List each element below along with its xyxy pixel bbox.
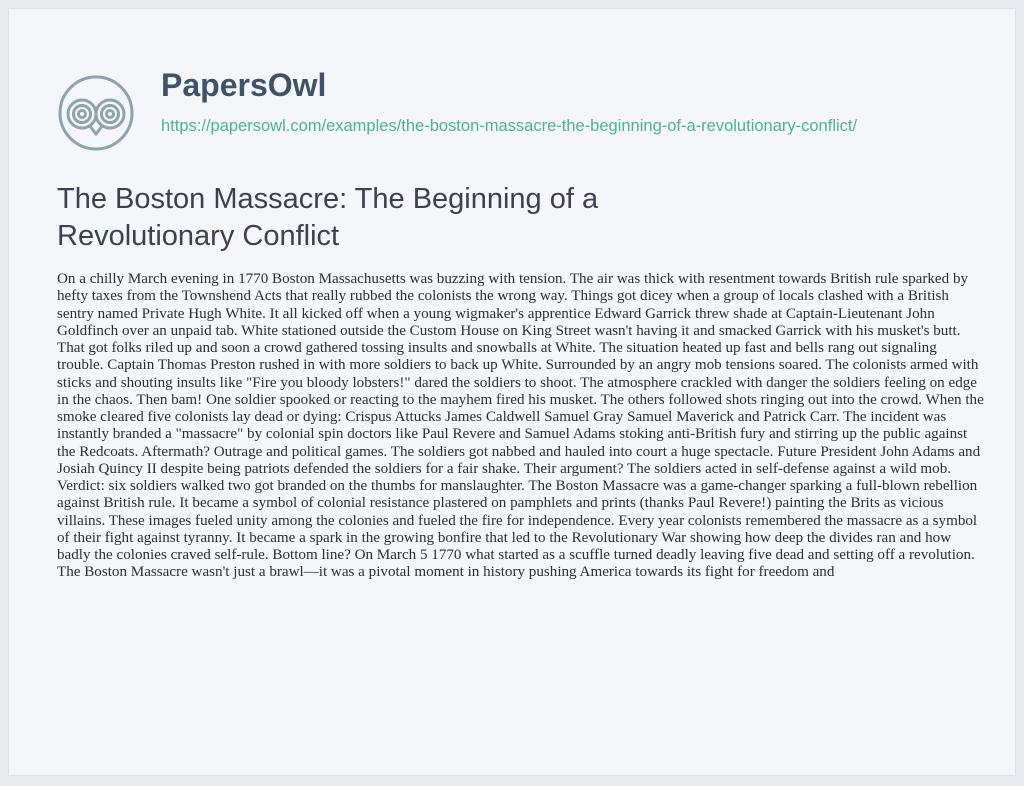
essay-title: The Boston Massacre: The Beginning of a Revolutionary Conflict: [57, 183, 599, 252]
brand-name: PapersOwl: [161, 67, 327, 103]
essay-body: On a chilly March evening in 1770 Boston Massachusetts was buzzing with tension. The air was thick with resentment towards British rule sparked by hefty taxes from the Townshend Acts that really rubbed the colonists the wrong way. Things got dicey when a group of locals clashed with a British sentry named Private Hugh White. It all kicked off when a young wigmaker's apprentice Edward Garrick threw shade at Captain-Lieutenant John Goldfinch over an unpaid tab. White stationed outside the Custom House on King Street wasn't having it and smacked Garrick with his musket's butt. That got folks riled up and soon a crowd gathered tossing insults and snowballs at White. The situation heated up fast and bells rang out signaling trouble. Captain Thomas Preston rushed in with more soldiers to back up White. Surrounded by an angry mob tensions soared. The colonists armed with sticks and shouting insults like "Fire you bloody lobsters!" dared the soldiers to shoot. The atmosphere crackled with danger the soldiers feeling on edge in the chaos. Then bam! One soldier spooked or reacting to the mayhem fired his musket. The others followed shots ringing out into the crowd. When the smoke cleared five colonists lay dead or dying: Crispus Attucks James Caldwell Samuel Gray Samuel Maverick and Patrick Carr. The incident was instantly branded a "massacre" by colonial spin doctors like Paul Revere and Samuel Adams stoking anti-British fury and stirring up the public against the Redcoats. Aftermath? Outrage and political games. The soldiers got nabbed and hauled into court a huge spectacle. Future President John Adams and Josiah Quincy II despite being patriots defended the soldiers for a fair shake. Their argument? The soldiers acted in self-defense against a wild mob. Verdict: six soldiers walked two got branded on the thumbs for manslaughter. The Boston Massacre was a game-changer sparking a full-blown rebellion against British rule. It became a symbol of colonial resistance plastered on pamphlets and prints (thanks Paul Revere!) painting the Brits as vicious villains. These images fueled unity among the colonies and fueled the fire for independence. Every year colonists remembered the massacre as a symbol of their fight against tyranny. It became a spark in the growing bonfire that led to the Revolutionary War showing how deep the divides ran and how badly the colonies craved self-rule. Bottom line? On March 5 1770 what started as a scuffle turned deadly leaving five dead and setting off a revolution. The Boston Massacre wasn't just a brawl—it was a pivotal moment in history pushing America towards its fight for freedom and: [57, 271, 984, 581]
owl-eyes-icon: [57, 74, 135, 152]
source-url[interactable]: https://papersowl.com/examples/the-boston-massacre-the-beginning-of-a-revolutionary-conflict/: [161, 117, 858, 135]
essay-card: [8, 8, 1016, 776]
